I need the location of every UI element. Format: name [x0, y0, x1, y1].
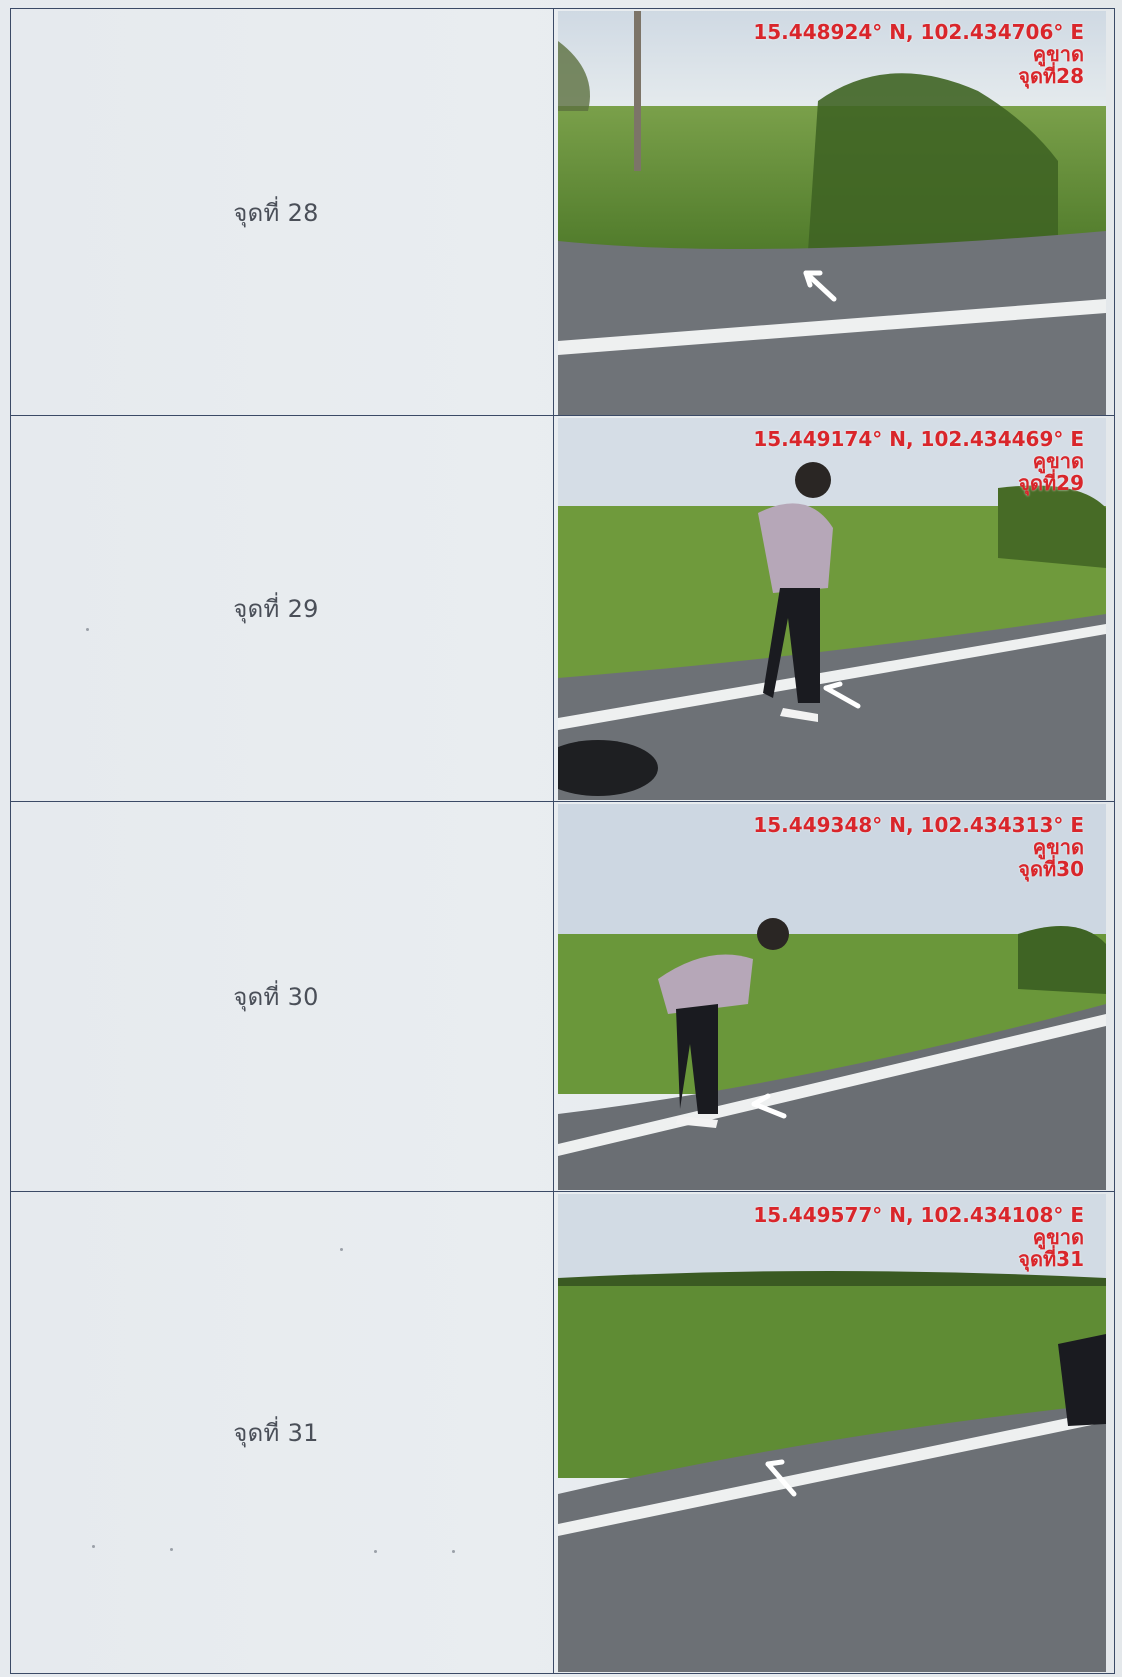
- photo-cell: [554, 802, 1115, 1192]
- place-name: คูขาด: [1032, 835, 1084, 859]
- label-cell: [11, 802, 554, 1192]
- gps-coordinates: 15.448924° N, 102.434706° E: [753, 20, 1084, 44]
- place-name: คูขาด: [1032, 449, 1084, 473]
- label-cell: [11, 416, 554, 802]
- geotag-stamp: [753, 814, 1084, 880]
- geotag-stamp: [753, 428, 1084, 494]
- survey-point-table: [10, 8, 1115, 1674]
- point-name: จุดที่28: [1018, 64, 1084, 88]
- paper-speck: [374, 1550, 377, 1553]
- point-name: จุดที่29: [1018, 471, 1084, 495]
- geotag-stamp: [753, 21, 1084, 87]
- point-label: จุดที่ 28: [233, 198, 319, 227]
- paper-speck: [92, 1545, 95, 1548]
- point-label: จุดที่ 30: [233, 983, 319, 1011]
- site-photo: [558, 804, 1106, 1190]
- site-photo: [558, 418, 1106, 800]
- gps-coordinates: 15.449174° N, 102.434469° E: [753, 427, 1084, 451]
- point-name: จุดที่30: [1018, 857, 1084, 881]
- paper-speck: [452, 1550, 455, 1553]
- photo-cell: [554, 1192, 1115, 1674]
- point-label: จุดที่ 29: [233, 595, 319, 623]
- point-name: จุดที่31: [1018, 1247, 1084, 1271]
- label-cell: [11, 1192, 554, 1674]
- gps-coordinates: 15.449348° N, 102.434313° E: [753, 813, 1084, 837]
- gps-coordinates: 15.449577° N, 102.434108° E: [753, 1203, 1084, 1227]
- geotag-stamp: [753, 1204, 1084, 1270]
- photo-cell: [554, 416, 1115, 802]
- table-row: [11, 9, 1115, 416]
- paper-speck: [170, 1548, 173, 1551]
- site-photo: [558, 11, 1106, 415]
- site-photo: [558, 1194, 1106, 1672]
- place-name: คูขาด: [1032, 1225, 1084, 1249]
- label-cell: [11, 9, 554, 416]
- photo-cell: [554, 9, 1115, 416]
- table-row: [11, 1192, 1115, 1674]
- paper-speck: [86, 628, 89, 631]
- table-row: [11, 802, 1115, 1192]
- table-row: [11, 416, 1115, 802]
- place-name: คูขาด: [1032, 42, 1084, 66]
- paper-speck: [340, 1248, 343, 1251]
- point-label: จุดที่ 31: [233, 1419, 319, 1447]
